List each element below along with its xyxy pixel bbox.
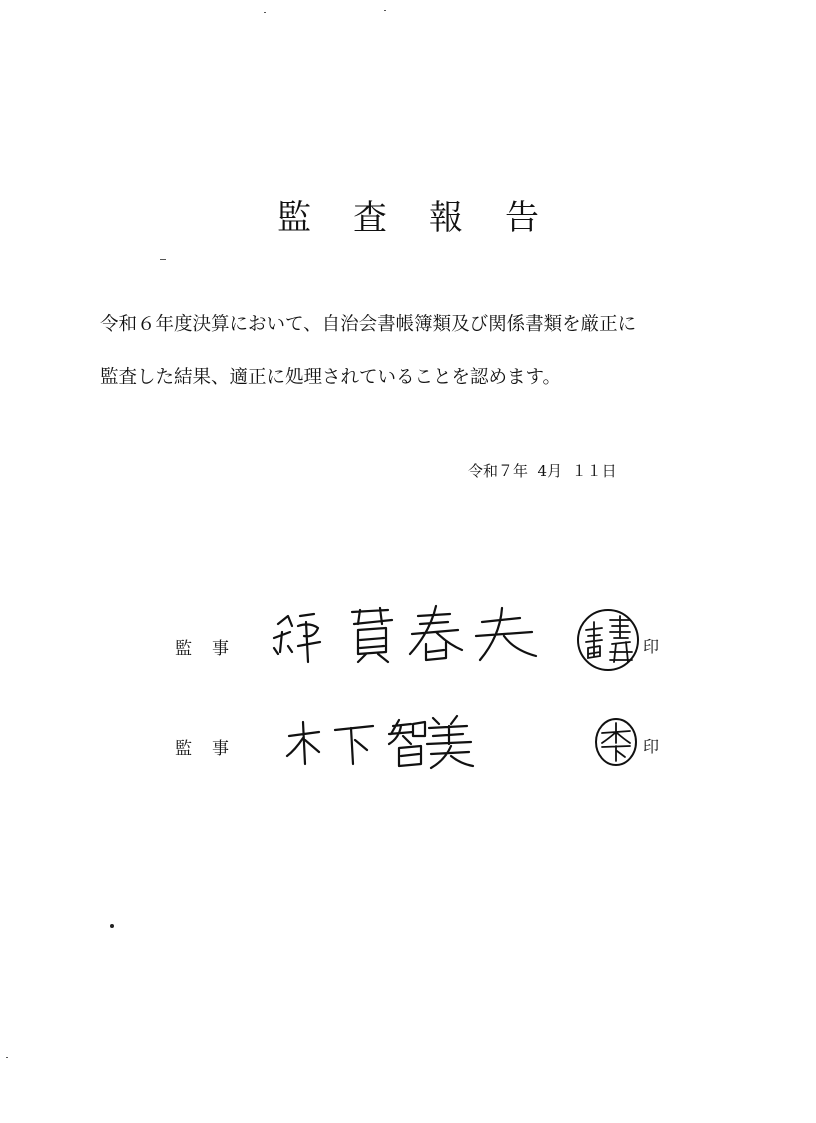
scan-speck <box>384 10 386 11</box>
handwritten-signature-2 <box>285 712 475 770</box>
auditor-seal-2 <box>594 717 638 767</box>
auditor-seal-1 <box>576 608 640 672</box>
auditor-role-label-2: 監事 <box>175 739 249 759</box>
body-text-line-1: 令和６年度決算において、自治会書帳簿類及び関係書類を厳正に <box>100 314 637 335</box>
seal-mark-label-2: 印 <box>643 737 660 756</box>
report-date: 令和７年 4月 １１日 <box>468 462 617 480</box>
scan-speck <box>6 1057 8 1058</box>
scan-speck <box>160 259 166 260</box>
seal-mark-label-1: 印 <box>643 637 660 656</box>
handwritten-signature-1 <box>270 602 540 664</box>
scan-speck <box>264 12 266 13</box>
body-text-line-2: 監査した結果、適正に処理されていることを認めます。 <box>100 367 562 388</box>
page-title: 監査報告 <box>277 198 581 238</box>
scan-speck <box>110 924 114 928</box>
auditor-role-label-1: 監事 <box>175 639 249 659</box>
